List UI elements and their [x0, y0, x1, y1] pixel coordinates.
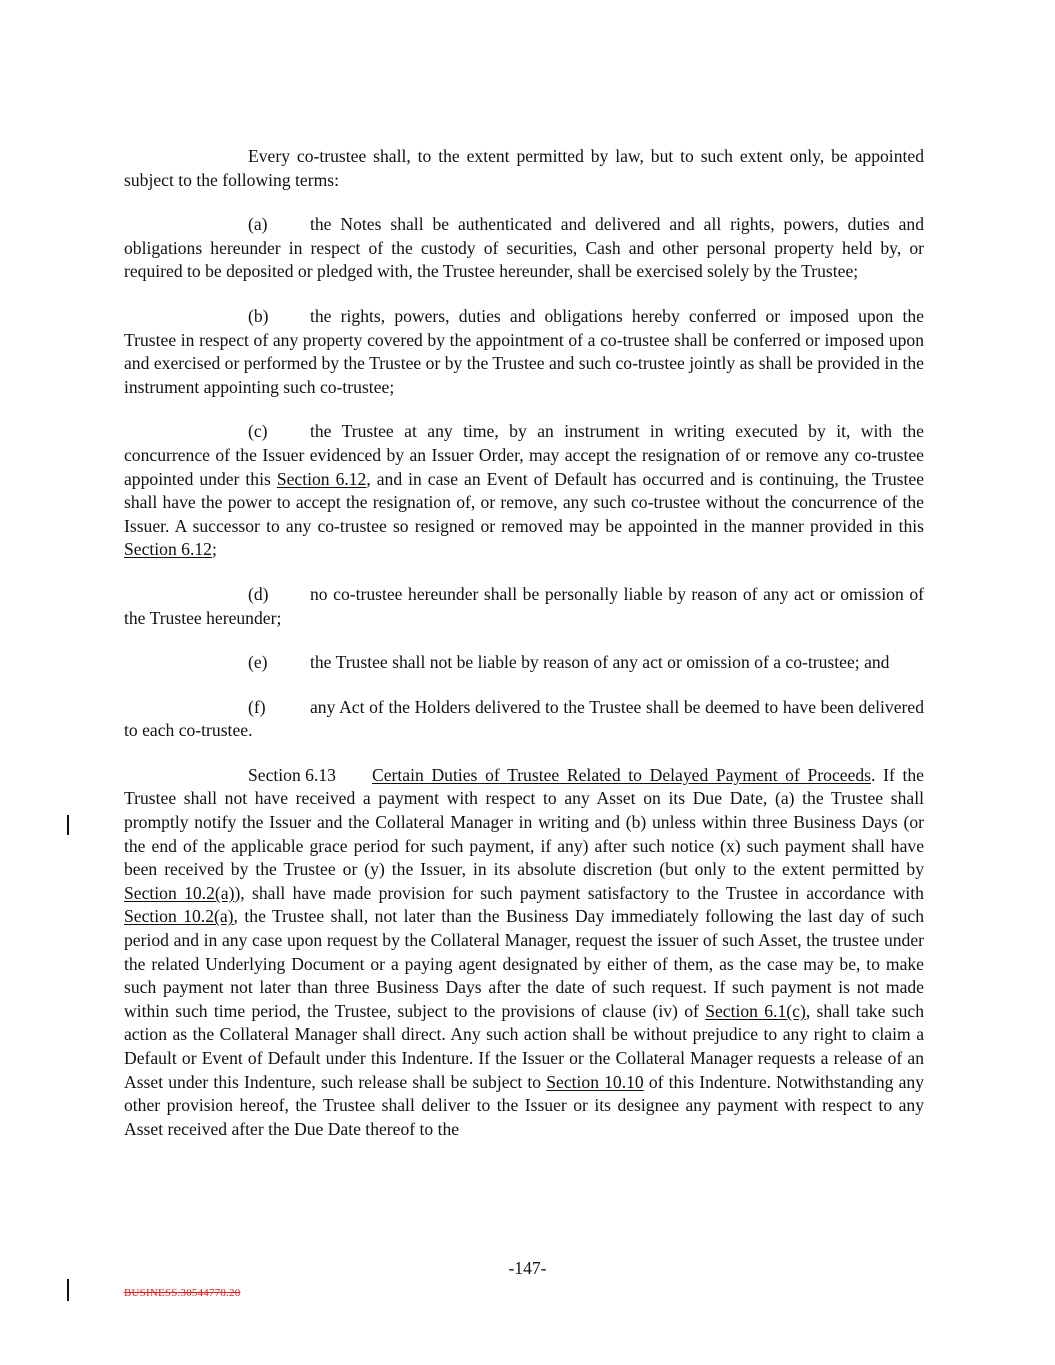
- clause-text: any Act of the Holders delivered to the Trustee shall be deemed to have been delivered to each co-trustee.: [124, 696, 924, 741]
- clause-c: [124, 420, 924, 562]
- section-text: If the Trustee shall not have received a payment with respect to any Asset on its Due Date, (a) the Trustee shall promptly notify the Issuer and the Collateral Manager in writing and (b) unless within three Business Days (or the end of the applicable grace period for such payment, if any) after such notice (x) such payment shall have been received by the Trustee or (y) the Issuer, in its absolute discretion (but only to the extent permitted by: [124, 764, 924, 880]
- section-6-12-link[interactable]: Section 6.12: [124, 539, 212, 560]
- clause-label: (d): [248, 583, 269, 604]
- section-text: , shall take such action as the Collateral Manager shall direct. Any such action shall be without prejudice to any right to claim a Default or Event of Default under this Indenture. If the Issuer or the Collateral Manager requests a release of an Asset under this Indenture, such release shall be subject to: [124, 1000, 924, 1092]
- intro-text: Every co-trustee shall, to the extent permitted by law, but to such extent only, be appointed subject to the following terms:: [124, 146, 924, 190]
- section-6-1c-link[interactable]: Section 6.1(c): [705, 1000, 806, 1021]
- section-title: Certain Duties of Trustee Related to Delayed Payment of Proceeds: [372, 764, 872, 785]
- section-10-2a-link[interactable]: Section 10.2(a): [124, 882, 235, 903]
- clause-b: [124, 305, 924, 399]
- section-title-period: .: [871, 764, 876, 785]
- section-6-12-link[interactable]: Section 6.12: [276, 468, 367, 489]
- document-page: [124, 145, 924, 1162]
- section-10-2a-link[interactable]: Section 10.2(a): [124, 906, 234, 927]
- section-6-13: [124, 764, 924, 1142]
- clause-text: the rights, powers, duties and obligations hereby conferred or imposed upon the Trustee in respect of any property covered by the appointment of a co-trustee shall be conferred or imposed upon and exercised or performed by the Trustee or by the Trustee and such co-trustee jointly as shall be provided in the instrument appointing such co-trustee;: [124, 305, 924, 397]
- intro-paragraph: [124, 145, 924, 192]
- clause-text: , and in case an Event of Default has occurred and is continuing, the Trustee shall have the power to accept the resignation of, or remove, any such co-trustee without the concurrence of the Issuer. A successor to any co-trustee so resigned or removed may be appointed in the manner provided in this: [124, 468, 924, 536]
- clause-label: (e): [248, 652, 268, 673]
- page-number: -147-: [508, 1258, 547, 1278]
- clause-d: [124, 583, 924, 630]
- clause-text: the Notes shall be authenticated and delivered and all rights, powers, duties and obligations hereunder in respect of the custody of securities, Cash and other personal property held by, or required to be deposited or pledged with, the Trustee hereunder, shall be exercised solely by the Trustee;: [124, 214, 924, 282]
- clause-label: (f): [248, 696, 266, 717]
- section-text: of this Indenture. Notwithstanding any other provision hereof, the Trustee shall deliver to the Issuer or its designee any payment with respect to any Asset received after the Due Date thereof to the: [124, 1071, 924, 1139]
- section-number: Section 6.13: [248, 764, 336, 785]
- clause-text: ;: [211, 539, 217, 560]
- change-bar-section: [67, 815, 69, 835]
- section-10-10-link[interactable]: Section 10.10: [546, 1071, 644, 1092]
- clause-label: (b): [248, 305, 269, 326]
- document-id: BUSINESS.30544778.20: [124, 1287, 241, 1299]
- change-bar-footer: [67, 1279, 69, 1301]
- clause-text: the Trustee at any time, by an instrument in writing executed by it, with the concurrence of the Issuer evidenced by an Issuer Order, may accept the resignation of or remove any co-trustee appointed under this: [124, 421, 924, 489]
- clause-f: [124, 696, 924, 743]
- clause-text: no co-trustee hereunder shall be personally liable by reason of any act or omission of the Trustee hereunder;: [124, 583, 924, 628]
- section-text: , the Trustee shall, not later than the Business Day immediately following the last day of such period and in any case upon request by the Collateral Manager, request the issuer of such Asset, the trustee under the related Underlying Document or a paying agent designated by either of them, as the case may be, to make such payment not later than three Business Days after the date of such request. If such payment is not made within such time period, the Trustee, subject to the provisions of clause (iv) of: [124, 906, 924, 1021]
- section-text: ), shall have made provision for such payment satisfactory to the Trustee in accordance with: [234, 882, 924, 903]
- clause-e: [124, 651, 924, 675]
- clause-text: the Trustee shall not be liable by reason of any act or omission of a co-trustee; and: [310, 652, 890, 673]
- clause-label: (a): [248, 214, 268, 235]
- clause-a: [124, 213, 924, 284]
- clause-label: (c): [248, 421, 268, 442]
